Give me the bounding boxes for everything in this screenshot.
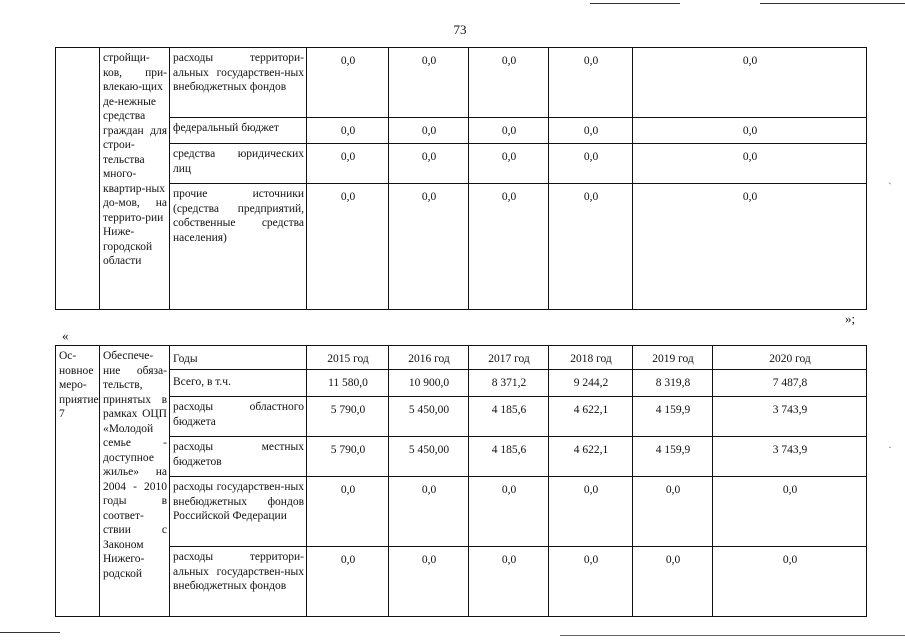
year-header: 2017 год xyxy=(469,346,549,370)
table-row xyxy=(56,370,867,397)
value-cell: 0,0 xyxy=(469,48,549,118)
value-cell: 0,0 xyxy=(469,477,549,547)
table-row xyxy=(56,118,867,144)
value-cell: 10 900,0 xyxy=(389,370,469,397)
value-cell: 0,0 xyxy=(469,118,549,144)
value-cell: 0,0 xyxy=(633,144,867,184)
value-cell: 0,0 xyxy=(389,477,469,547)
table-row xyxy=(56,477,867,547)
value-cell: 4 185,6 xyxy=(469,437,549,477)
value-cell: 5 450,00 xyxy=(389,437,469,477)
empty-cell xyxy=(56,48,100,310)
row-label: расходы государствен-ных внебюджетных фондов Российской Федерации xyxy=(170,477,307,547)
value-cell: 0,0 xyxy=(713,547,867,617)
row-label: расходы областного бюджета xyxy=(170,397,307,437)
row-label: расходы территори-альных государствен-ных внебюджетных фондов xyxy=(170,547,307,617)
table-row xyxy=(56,547,867,617)
value-cell: 5 790,0 xyxy=(307,437,389,477)
value-cell: 0,0 xyxy=(633,184,867,310)
years-header: Годы xyxy=(170,346,307,370)
value-cell: 11 580,0 xyxy=(307,370,389,397)
value-cell: 0,0 xyxy=(389,547,469,617)
scan-artifact-mark: · xyxy=(888,440,892,454)
year-header: 2018 год xyxy=(549,346,633,370)
row-label: прочие источники (средства предприятий, собственные средства населения) xyxy=(170,184,307,310)
table-row xyxy=(56,48,867,118)
scan-artifact-line xyxy=(0,632,60,633)
value-cell: 0,0 xyxy=(389,144,469,184)
value-cell: 4 159,9 xyxy=(633,437,713,477)
table-row xyxy=(56,437,867,477)
scan-artifact-line xyxy=(590,3,680,4)
value-cell: 0,0 xyxy=(633,477,713,547)
value-cell: 8 319,8 xyxy=(633,370,713,397)
row-label: расходы территори-альных государствен-ных внебюджетных фондов xyxy=(170,48,307,118)
scan-artifact-line xyxy=(560,635,905,636)
continuation-table xyxy=(55,47,867,310)
value-cell: 3 743,9 xyxy=(713,397,867,437)
value-cell: 0,0 xyxy=(549,547,633,617)
year-header: 2015 год xyxy=(307,346,389,370)
value-cell: 0,0 xyxy=(633,547,713,617)
value-cell: 0,0 xyxy=(469,184,549,310)
closing-quote: »; xyxy=(845,311,856,326)
value-cell: 5 450,00 xyxy=(389,397,469,437)
row-label: федеральный бюджет xyxy=(170,118,307,144)
scan-artifact-line xyxy=(760,3,905,4)
value-cell: 0,0 xyxy=(389,118,469,144)
value-cell: 4 622,1 xyxy=(549,437,633,477)
measure-description: стройщи-ков, при-влекаю-щих де-нежные средства граждан для строи-тельства много-квартир-ных до-мов, на террито-рии Ниже-городской области xyxy=(100,48,170,310)
value-cell: 0,0 xyxy=(307,144,389,184)
value-cell: 8 371,2 xyxy=(469,370,549,397)
row-label: средства юридических лиц xyxy=(170,144,307,184)
year-header: 2020 год xyxy=(713,346,867,370)
year-header: 2019 год xyxy=(633,346,713,370)
measure-7-table xyxy=(55,345,867,617)
value-cell: 0,0 xyxy=(633,48,867,118)
value-cell: 0,0 xyxy=(389,184,469,310)
value-cell: 0,0 xyxy=(307,48,389,118)
table-row xyxy=(56,397,867,437)
measure-number: Ос-новное меро-приятие 7 xyxy=(56,346,100,617)
value-cell: 4 185,6 xyxy=(469,397,549,437)
value-cell: 0,0 xyxy=(307,477,389,547)
row-label: расходы местных бюджетов xyxy=(170,437,307,477)
value-cell: 0,0 xyxy=(549,144,633,184)
measure-description: Обеспече-ние обяза-тельств, принятых в рамках ОЦП «Молодой семье - доступное жилье» на 2004 - 2010 годы в соответ-ствии с Законом Нижего-родской xyxy=(100,346,170,617)
page-number: 73 xyxy=(453,22,467,37)
value-cell: 0,0 xyxy=(549,184,633,310)
value-cell: 7 487,8 xyxy=(713,370,867,397)
value-cell: 0,0 xyxy=(549,48,633,118)
value-cell: 0,0 xyxy=(307,547,389,617)
value-cell: 0,0 xyxy=(469,144,549,184)
year-header: 2016 год xyxy=(389,346,469,370)
value-cell: 3 743,9 xyxy=(713,437,867,477)
table-row xyxy=(56,144,867,184)
value-cell: 0,0 xyxy=(549,477,633,547)
value-cell: 9 244,2 xyxy=(549,370,633,397)
value-cell: 0,0 xyxy=(633,118,867,144)
scan-artifact-mark: ` xyxy=(888,180,892,194)
value-cell: 0,0 xyxy=(713,477,867,547)
value-cell: 5 790,0 xyxy=(307,397,389,437)
row-label: Всего, в т.ч. xyxy=(170,370,307,397)
value-cell: 0,0 xyxy=(549,118,633,144)
value-cell: 0,0 xyxy=(307,184,389,310)
value-cell: 4 622,1 xyxy=(549,397,633,437)
opening-quote: « xyxy=(62,328,69,343)
value-cell: 0,0 xyxy=(469,547,549,617)
value-cell: 4 159,9 xyxy=(633,397,713,437)
value-cell: 0,0 xyxy=(307,118,389,144)
table-row xyxy=(56,184,867,310)
value-cell: 0,0 xyxy=(389,48,469,118)
header-row xyxy=(56,346,867,370)
